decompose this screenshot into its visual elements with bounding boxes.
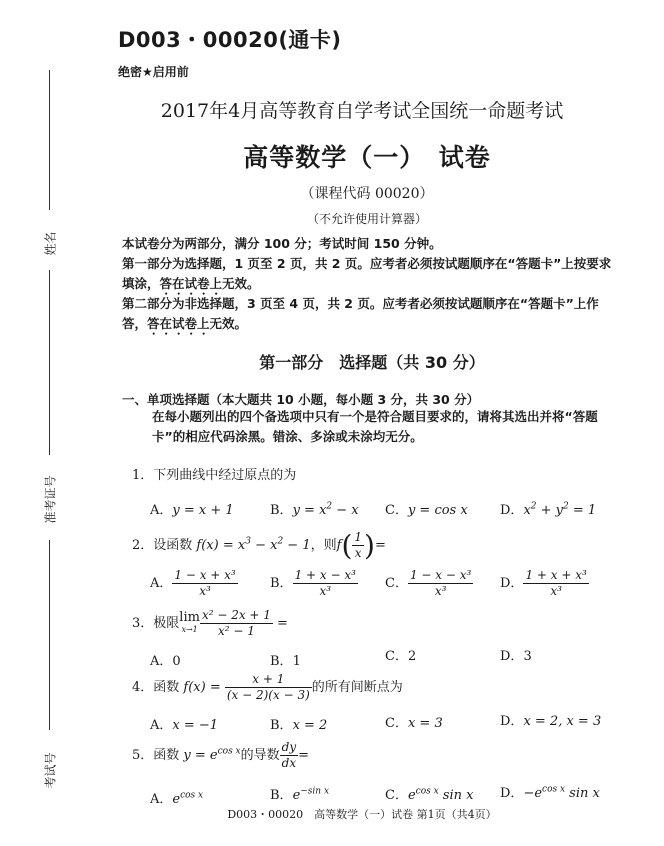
intro-line-3-text: 第二部分为非选择题，3 页至 4 页，共 2 页。应考者必须按试题顺序在“答题卡”上作答， xyxy=(122,296,599,331)
intro-line-3 xyxy=(122,294,622,338)
ticket-number-label: 准考证号 xyxy=(43,475,58,524)
name-label: 姓名 xyxy=(43,231,58,256)
question-4-stem: 4．函数 f(x) = $\frac{x + 1}{(x - 2)(x - 3)}$ 的所有间断点为 xyxy=(132,672,403,702)
q5-option-b: B．$e^{-sin x}$ xyxy=(270,786,330,803)
paper-title: 高等数学（一） 试卷 xyxy=(243,143,491,172)
q3-option-c: C．2 xyxy=(385,649,417,664)
section-heading: 一、单项选择题（本大题共 10 小题，每小题 3 分，共 30 分） xyxy=(122,392,480,407)
q5-option-c: C．$e^{cos x}$ sin x xyxy=(385,786,474,803)
page-footer: D003・00020 高等数学（一）试卷 第1页（共4页） xyxy=(227,808,497,821)
intro-line-3-emphasis: 答在试卷上 xyxy=(147,316,210,331)
question-3-stem: 3．极限lim x→1 $\frac{\text{x² − 2x + 1}}{\text{x² − 1}}$ = xyxy=(132,608,288,638)
section-description: 在每小题列出的四个备选项中只有一个是符合题目要求的，请将其选出并将“答题卡”的相应代码涂黑。错涂、多涂或未涂均无分。 xyxy=(152,409,598,444)
binding-line xyxy=(49,540,50,730)
q3-option-d: D．3 xyxy=(500,649,532,664)
q1-option-b: B．$y = x^2 - x$ xyxy=(270,501,359,518)
course-code: （课程代码 00020） xyxy=(300,186,434,202)
q4-option-d: D．x = 2, x = 3 xyxy=(500,714,602,729)
intro-line-3-tail: 无效。 xyxy=(209,316,248,331)
q5-option-d: D．$-e^{cos x}$ sin x xyxy=(500,784,600,801)
question-1-stem: 1．下列曲线中经过原点的为 xyxy=(132,468,297,483)
question-2-stem: 2．设函数 $f(x) = x^3 - x^2 - 1$，则f( $\frac{1}{x}$ )= xyxy=(132,528,386,562)
paper-code: D003・00020(通卡) xyxy=(118,28,342,52)
q5-option-a: A．$e^{cos x}$ xyxy=(150,790,204,807)
q2-option-a: A． $\frac{\text{1 − x + x³}}{\text{x³}}$ xyxy=(150,568,236,598)
q1-option-a: A．y = x + 1 xyxy=(150,503,234,518)
intro-line-2 xyxy=(122,254,622,298)
exam-title: 2017年4月高等教育自学考试全国统一命题考试 xyxy=(160,100,564,122)
secret-label: 绝密★启用前 xyxy=(118,65,189,79)
q3-option-a: A．0 xyxy=(150,654,181,669)
q4-option-a: A．x = −1 xyxy=(150,718,219,733)
no-calculator-note: （不允许使用计算器） xyxy=(306,212,427,226)
q1-option-d: D．$x^2 + y^2 = 1$ xyxy=(500,501,597,518)
q4-option-c: C．x = 3 xyxy=(385,716,443,731)
intro-line-2-tail: 无效。 xyxy=(222,276,260,291)
intro-line-1: 本试卷分为两部分，满分 100 分；考试时间 150 分钟。 xyxy=(122,236,442,251)
question-5-stem: 5．函数 $y = e^{cos x}$的导数 $\frac{dy}{dx}$ = xyxy=(132,740,310,770)
part-one-title: 第一部分 选择题（共 30 分） xyxy=(259,353,485,372)
intro-line-2-text: 第一部分为选择题，1 页至 2 页，共 2 页。应考者必须按试题顺序在“答题卡”上按要求填涂， xyxy=(122,256,612,291)
exam-number-label: 考试号 xyxy=(43,752,58,789)
q2-option-d: D． $\frac{\text{1 + x + x³}}{\text{x³}}$ xyxy=(500,568,587,598)
q1-option-c: C．y = cos x xyxy=(385,503,468,518)
intro-line-2-emphasis: 答在试卷上 xyxy=(159,276,223,291)
q4-option-b: B．x = 2 xyxy=(270,718,328,733)
q2-option-b: B． $\frac{\text{1 + x − x³}}{\text{x³}}$ xyxy=(270,568,356,598)
q3-option-b: B．1 xyxy=(270,654,301,669)
q2-option-c: C． $\frac{\text{1 − x − x³}}{\text{x³}}$ xyxy=(385,568,472,598)
